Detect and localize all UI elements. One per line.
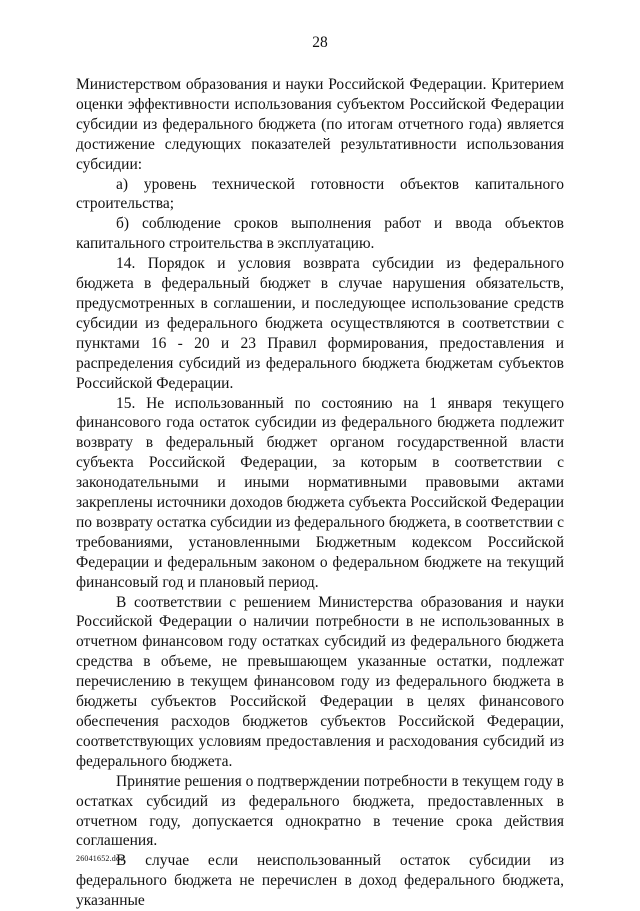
paragraph-criterion: Министерством образования и науки Российской Федерации. Критерием оценки эффективности использования субъектом Российской Федерации субсидии из федерального бюджета (по итогам отчетного года) является достижение следующих показателей результативности использования субсидии:: [76, 76, 564, 173]
page-number: 28: [312, 34, 328, 51]
paragraph-unused-remainder: В случае если неиспользованный остаток субсидии из федерального бюджета не перечислен в доход федерального бюджета, указанные: [76, 852, 564, 910]
paragraph-ministry-decision: В соответствии с решением Министерства образования и науки Российской Федерации о наличии потребности в не использованных в отчетном финансовом году остатках субсидий из федерального бюджета средства в объеме, не превышающем указанные остатки, подлежат перечислению в текущем финансовом году из федерального бюджета в бюджеты субъектов Российской Федерации в целях финансового обеспечения расходов бюджетов субъектов Российской Федерации, соответствующих условиям предоставления и расходования субсидий из федерального бюджета.: [76, 593, 564, 770]
paragraph-item-b: б) соблюдение сроков выполнения работ и ввода объектов капитального строительства в эксплуатацию.: [76, 215, 564, 253]
paragraph-confirmation: Принятие решения о подтверждении потребности в текущем году в остатках субсидий из федерального бюджета, предоставленных в отчетном году, допускается однократно в течение срока действия соглашения.: [76, 772, 564, 850]
paragraph-section-14: 14. Порядок и условия возврата субсидии из федерального бюджета в федеральный бюджет в случае нарушения обязательств, предусмотренных в соглашении, и последующее использование средств субсидии из федерального бюджета осуществляются в соответствии с пунктами 16 - 20 и 23 Правил формирования, предоставления и распределения субсидий из федерального бюджета бюджетам субъектов Российской Федерации.: [76, 255, 564, 392]
paragraph-item-a: а) уровень технической готовности объектов капитального строительства;: [76, 175, 564, 213]
document-body: [76, 75, 564, 911]
paragraph-section-15: 15. Не использованный по состоянию на 1 января текущего финансового года остаток субсидии из федерального бюджета подлежит возврату в федеральный бюджет органом государственной власти субъекта Российской Федерации, за которым в соответствии с законодательными и иными нормативными правовыми актами закреплены источники доходов бюджета субъекта Российской Федерации по возврату остатка субсидии из федерального бюджета, в соответствии с требованиями, установленными Бюджетным кодексом Российской Федерации и федеральным законом о федеральном бюджете на текущий финансовый год и плановый период.: [76, 394, 564, 591]
footer-filename: 26041652.doc: [76, 854, 124, 863]
